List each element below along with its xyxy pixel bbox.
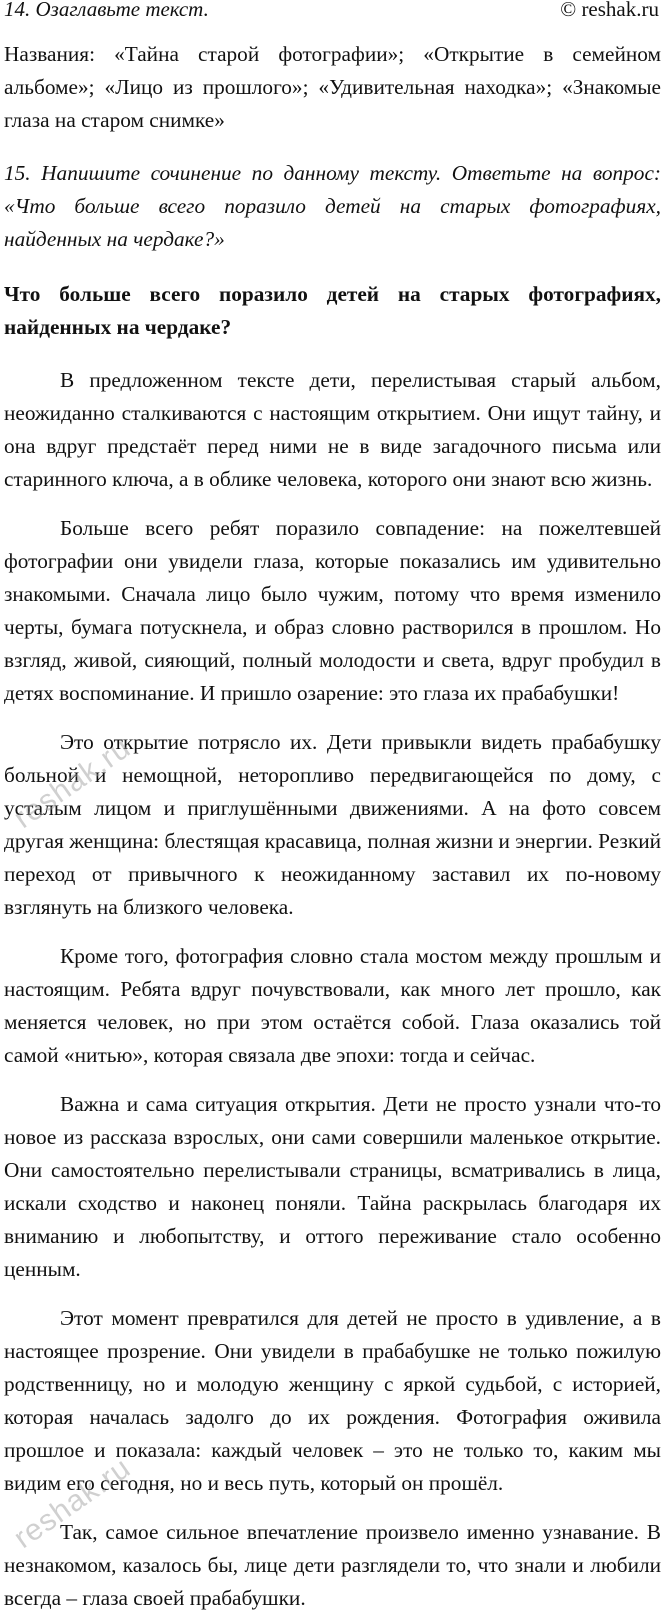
essay-paragraph: Это открытие потрясло их. Дети привыкли видеть прабабушку больной и немощной, неторопливо передвигающейся по дому, с усталым лицом и приглушёнными движениями. А на фото совсем другая женщина: блестящая красавица, полная жизни и энергии. Резкий переход от привычного к неожиданному заставил их по-новому взглянуть на близкого человека. (4, 730, 661, 919)
essay-paragraph: Больше всего ребят поразило совпадение: на пожелтевшей фотографии они увидели глаза, которые показались им удивительно знакомыми. Сначала лицо было чужим, потому что время изменило черты, бумага потускнела, и образ словно растворился в прошлом. Но взгляд, живой, сияющий, полный молодости и света, вдруг пробудил в детях воспоминание. И пришло озарение: это глаза их прабабушки! (4, 516, 661, 705)
essay-question: Что больше всего поразило детей на старых фотографиях, найденных на чердаке? (4, 282, 661, 339)
site-copyright: © reshak.ru (560, 0, 659, 21)
titles-list: Названия: «Тайна старой фотографии»; «Открытие в семейном альбоме»; «Лицо из прошлого»; «Удивительная находка»; «Знакомые глаза на старом снимке» (4, 42, 661, 132)
watermark: reshak.ru (8, 731, 137, 836)
task-14-title: 14. Озаглавьте текст. (4, 0, 209, 21)
essay-paragraph: Так, самое сильное впечатление произвело именно узнавание. В незнакомом, казалось бы, лице дети разглядели то, что знали и любили всегда – глаза своей прабабушки. (4, 1520, 661, 1610)
essay-paragraph: Кроме того, фотография словно стала мостом между прошлым и настоящим. Ребята вдруг почувствовали, как много лет прошло, как меняется человек, но при этом остаётся собой. Глаза оказались той самой «нитью», которая связала две эпохи: тогда и сейчас. (4, 944, 661, 1067)
essay-paragraph: Важна и сама ситуация открытия. Дети не просто узнали что-то новое из рассказа взрослых, они сами совершили маленькое открытие. Они самостоятельно перелистывали страницы, всматривались в лица, искали сходство и наконец поняли. Тайна раскрылась благодаря их вниманию и любопытству, и оттого переживание стало особенно ценным. (4, 1092, 661, 1281)
essay-paragraph: В предложенном тексте дети, перелистывая старый альбом, неожиданно сталкиваются с настоящим открытием. Они ищут тайну, и она вдруг предстаёт перед ними не в виде загадочного письма или старинного ключа, а в облике человека, которого они знают всю жизнь. (4, 368, 661, 491)
essay-paragraph: Этот момент превратился для детей не просто в удивление, а в настоящее прозрение. Они увидели в прабабушке не только пожилую родственницу, но и молодую женщину с яркой судьбой, с историей, которая началась задолго до их рождения. Фотография оживила прошлое и показала: каждый человек – это не только то, каким мы видим его сегодня, но и весь путь, который он прошёл. (4, 1306, 661, 1495)
task-15-prompt: 15. Напишите сочинение по данному тексту. Ответьте на вопрос: «Что больше всего поразило детей на старых фотографиях, найденных на чердаке?» (4, 161, 661, 251)
watermark: reshak.ru (8, 1451, 137, 1556)
header (4, 0, 661, 30)
